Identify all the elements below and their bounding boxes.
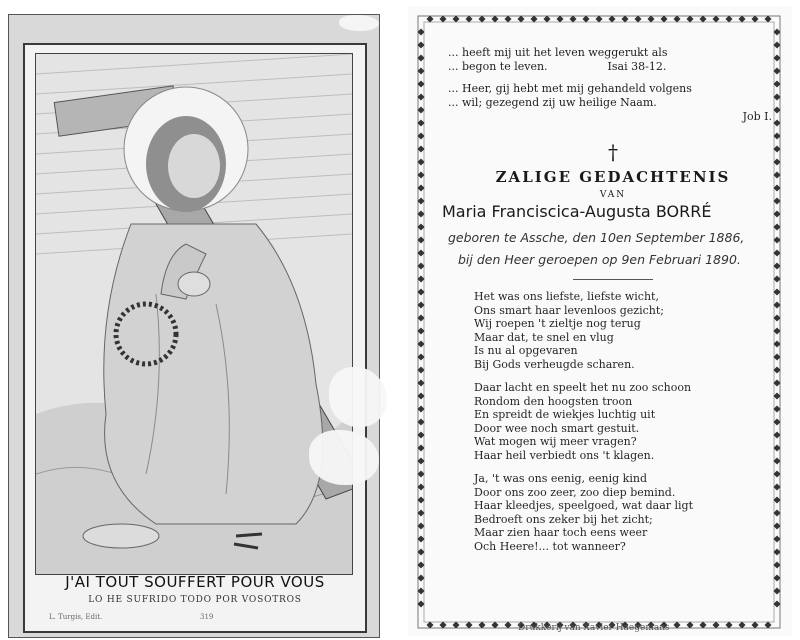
border-ornament xyxy=(712,15,719,22)
border-ornament xyxy=(478,621,485,628)
border-ornament xyxy=(417,54,424,61)
border-ornament xyxy=(738,15,745,22)
border-ornament xyxy=(773,28,780,35)
border-ornament xyxy=(417,340,424,347)
poem-line: Maar dat, te snel en vlug xyxy=(474,330,614,344)
border-ornament xyxy=(699,15,706,22)
paper-damage xyxy=(339,15,379,31)
border-ornament xyxy=(417,522,424,529)
border-ornament xyxy=(417,262,424,269)
birth-death-dates xyxy=(448,227,778,271)
border-ornament xyxy=(417,444,424,451)
poem-line: Wat mogen wij meer vragen? xyxy=(474,435,637,448)
border-ornament xyxy=(764,15,771,22)
border-ornament xyxy=(439,15,446,22)
border-ornament xyxy=(417,431,424,438)
border-ornament xyxy=(660,15,667,22)
child-christ-illustration xyxy=(36,54,352,574)
border-ornament xyxy=(673,621,680,628)
border-ornament xyxy=(491,15,498,22)
poem-line: Ons smart haar levenloos gezicht; xyxy=(474,303,664,317)
border-ornament xyxy=(417,314,424,321)
border-ornament xyxy=(417,197,424,204)
border-ornament xyxy=(417,509,424,516)
border-ornament xyxy=(517,15,524,22)
scripture-reference: Job I. xyxy=(742,110,772,123)
border-ornament xyxy=(773,574,780,581)
divider xyxy=(573,279,653,280)
border-ornament xyxy=(491,621,498,628)
border-ornament xyxy=(417,158,424,165)
memorial-heading: ZALIGE GEDACHTENIS xyxy=(495,168,731,186)
border-ornament xyxy=(417,249,424,256)
border-ornament xyxy=(465,15,472,22)
poem-stanza xyxy=(474,381,778,462)
border-ornament xyxy=(417,392,424,399)
cross-icon: † xyxy=(608,140,618,164)
border-ornament xyxy=(452,15,459,22)
birth-line: geboren te Assche, den 10en September 1886, xyxy=(448,230,745,245)
border-ornament xyxy=(417,67,424,74)
border-ornament xyxy=(647,15,654,22)
poem-stanza xyxy=(474,472,778,553)
border-ornament xyxy=(699,621,706,628)
border-ornament xyxy=(426,621,433,628)
border-ornament xyxy=(738,621,745,628)
publisher-imprint: L. Turgis, Edit. xyxy=(49,613,103,621)
border-ornament xyxy=(417,28,424,35)
border-ornament xyxy=(417,366,424,373)
border-ornament xyxy=(439,621,446,628)
poem-line: Och Heere!... tot wanneer? xyxy=(474,539,626,553)
border-ornament xyxy=(773,587,780,594)
border-ornament xyxy=(417,353,424,360)
poem-line: Daar lacht en speelt het nu zoo schoon xyxy=(474,381,692,394)
border-ornament xyxy=(417,145,424,152)
border-ornament xyxy=(751,15,758,22)
poem-line: Maar zien haar toch eens weer xyxy=(474,526,648,539)
border-ornament xyxy=(417,483,424,490)
print-frame xyxy=(23,43,367,633)
border-ornament xyxy=(417,548,424,555)
poem-line: Haar kleedjes, speelgoed, wat daar ligt xyxy=(474,499,694,512)
border-ornament xyxy=(556,15,563,22)
border-ornament xyxy=(417,418,424,425)
border-ornament xyxy=(417,119,424,126)
border-ornament xyxy=(773,600,780,607)
border-ornament xyxy=(426,15,433,22)
border-ornament xyxy=(417,301,424,308)
border-ornament xyxy=(504,621,511,628)
border-ornament xyxy=(417,327,424,334)
border-ornament xyxy=(417,236,424,243)
holy-card-back xyxy=(408,6,792,636)
card-subcaption: LO HE SUFRIDO TODO POR VOSOTROS xyxy=(88,595,302,605)
border-ornament xyxy=(465,621,472,628)
border-ornament xyxy=(417,561,424,568)
scripture-reference: Isai 38-12. xyxy=(607,60,667,73)
border-ornament xyxy=(417,600,424,607)
poem-line: Bedroeft ons zeker bij het zicht; xyxy=(474,512,653,526)
poem-line: Rondom den hoogsten troon xyxy=(474,394,633,408)
border-ornament xyxy=(417,41,424,48)
border-ornament xyxy=(417,587,424,594)
border-ornament xyxy=(452,621,459,628)
scripture-line: ... begon te leven. Isai 38-12. xyxy=(448,60,667,73)
border-ornament xyxy=(417,184,424,191)
border-ornament xyxy=(417,132,424,139)
poem-line: Ja, 't was ons eenig, eenig kind xyxy=(474,472,647,485)
engraving-frame xyxy=(35,53,353,575)
border-ornament xyxy=(543,15,550,22)
van-label: VAN xyxy=(599,190,627,200)
card-caption: J'AI TOUT SOUFFERT POUR VOUS xyxy=(65,573,325,591)
border-ornament xyxy=(417,106,424,113)
poem-line: Is nu al opgevaren xyxy=(474,344,578,357)
paper-damage xyxy=(329,367,387,427)
death-line: bij den Heer geroepen op 9en Februari 1890. xyxy=(458,252,741,267)
border-ornament xyxy=(417,275,424,282)
poem-line: Door ons zoo zeer, zoo diep bemind. xyxy=(474,485,676,499)
scripture-line: ... wil; gezegend zij uw heilige Naam. xyxy=(448,96,657,109)
border-ornament xyxy=(608,15,615,22)
border-ornament xyxy=(569,15,576,22)
border-ornament xyxy=(673,15,680,22)
border-ornament xyxy=(712,621,719,628)
holy-card-front xyxy=(8,14,380,638)
border-ornament xyxy=(417,171,424,178)
printer-credit: Drukkerij van Xavier Haegemans xyxy=(518,623,670,633)
plate-number: 319 xyxy=(200,613,214,621)
border-ornament xyxy=(417,80,424,87)
border-ornament xyxy=(417,288,424,295)
border-ornament xyxy=(686,15,693,22)
border-ornament xyxy=(417,470,424,477)
border-ornament xyxy=(417,405,424,412)
border-ornament xyxy=(478,15,485,22)
scripture-line: ... Heer, gij hebt met mij gehandeld volgens xyxy=(448,82,692,95)
border-ornament xyxy=(634,15,641,22)
border-ornament xyxy=(417,223,424,230)
memorial-text xyxy=(442,46,778,563)
border-ornament xyxy=(621,15,628,22)
border-ornament xyxy=(504,15,511,22)
poem-line: En spreidt de wiekjes luchtig uit xyxy=(474,408,656,421)
poem-stanza xyxy=(474,290,778,371)
border-ornament xyxy=(417,93,424,100)
border-ornament xyxy=(417,457,424,464)
scripture-line: ... heeft mij uit het leven weggerukt als xyxy=(448,46,668,59)
deceased-name: Maria Franciscica-Augusta BORRÉ xyxy=(442,202,712,221)
poem-line: Door wee noch smart gestuit. xyxy=(474,421,640,435)
border-ornament xyxy=(417,379,424,386)
border-ornament xyxy=(417,210,424,217)
poem-line: Wij roepen 't zieltje nog terug xyxy=(474,317,641,330)
border-ornament xyxy=(725,15,732,22)
border-ornament xyxy=(582,15,589,22)
border-ornament xyxy=(725,621,732,628)
poem-line: Het was ons liefste, liefste wicht, xyxy=(474,290,659,303)
border-ornament xyxy=(764,621,771,628)
border-ornament xyxy=(686,621,693,628)
border-ornament xyxy=(417,535,424,542)
poem-line: Bij Gods verheugde scharen. xyxy=(474,357,635,371)
border-ornament xyxy=(595,15,602,22)
poem-line: Haar heil verbiedt ons 't klagen. xyxy=(474,448,655,462)
border-ornament xyxy=(751,621,758,628)
border-ornament xyxy=(417,496,424,503)
border-ornament xyxy=(417,574,424,581)
paper-damage xyxy=(309,430,379,485)
border-ornament xyxy=(530,15,537,22)
